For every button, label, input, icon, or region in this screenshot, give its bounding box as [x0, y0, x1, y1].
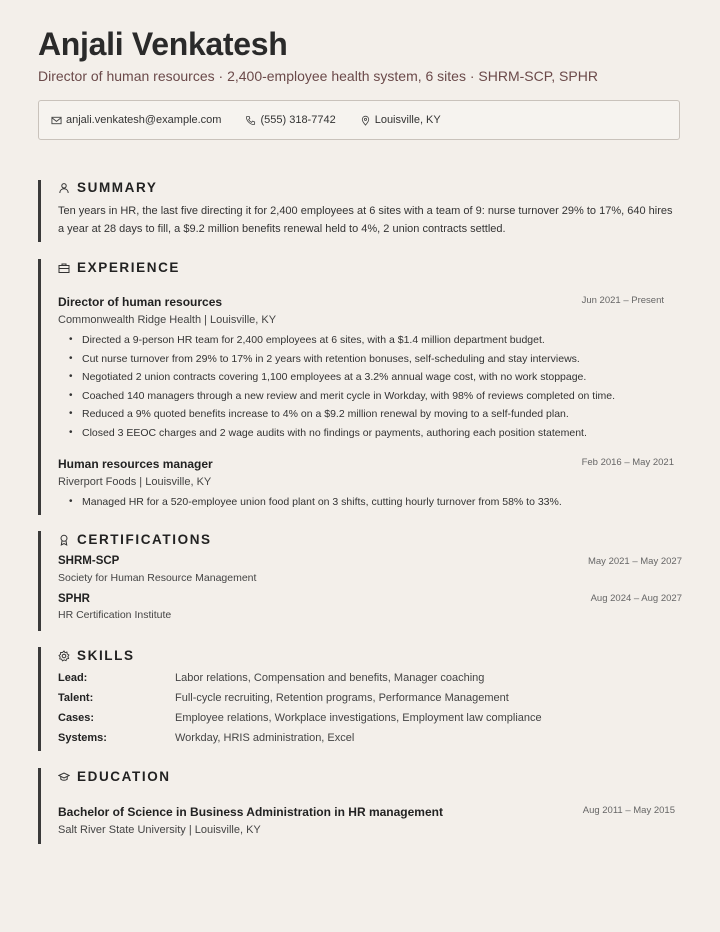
resume-tagline: Director of human resources · 2,400-employee health system, 6 sites · SHRM-SCP, SPHR	[38, 68, 598, 84]
skill-value: Workday, HRIS administration, Excel	[175, 732, 355, 744]
job-dates: Jun 2021 – Present	[581, 295, 664, 306]
skills-heading-text: SKILLS	[77, 648, 135, 663]
certifications-heading-text: CERTIFICATIONS	[77, 532, 212, 547]
summary-text: Ten years in HR, the last five directing it for 2,400 employees at 6 sites with a team of 9: nurse turnover 29% to 17%, 640 hires a year at 28 days to fill, a $9.2 million benefits renewal held to 4%, 2 union contracts settled.	[58, 205, 673, 235]
resume-name: Anjali Venkatesh	[38, 26, 288, 62]
degree-title: Bachelor of Science in Business Administration in HR management	[58, 805, 443, 819]
email-text: anjali.venkatesh@example.com	[66, 114, 222, 126]
experience-heading	[58, 260, 180, 275]
list-item: • Reduced a 9% quoted benefits increase to 4% on a $9.2 million renewal by moving to a self-funded plan.	[66, 405, 615, 424]
phone-text: (555) 318-7742	[260, 114, 336, 126]
person-icon	[58, 182, 70, 194]
skill-value: Employee relations, Workplace investigations, Employment law compliance	[175, 712, 542, 724]
certifications-heading	[58, 532, 212, 547]
education-heading	[58, 769, 171, 784]
contact-phone[interactable]	[245, 114, 335, 126]
contact-location	[360, 114, 441, 126]
job-bullets	[66, 331, 615, 443]
summary-section	[38, 180, 682, 242]
map-pin-icon	[360, 115, 371, 126]
award-icon	[58, 534, 70, 546]
skill-label: Systems:	[58, 732, 107, 744]
summary-heading	[58, 180, 157, 195]
skill-label: Talent:	[58, 692, 94, 704]
location-text: Louisville, KY	[374, 114, 441, 126]
school-name: Salt River State University | Louisville, KY	[58, 824, 261, 836]
job-title: Director of human resources	[58, 295, 223, 309]
list-item: • Negotiated 2 union contracts covering 1,100 employees at a 3.2% annual wage cost, with no work stoppage.	[66, 368, 615, 387]
list-item: • Closed 3 EEOC charges and 2 wage audits with no findings or payments, authoring each position statement.	[66, 424, 615, 443]
skills-section	[38, 647, 682, 751]
education-section	[38, 768, 682, 844]
list-item: • Cut nurse turnover from 29% to 17% in 2 years with retention bonuses, self-scheduling and stay interviews.	[66, 350, 615, 369]
gear-icon	[58, 650, 70, 662]
experience-heading-text: EXPERIENCE	[77, 260, 181, 275]
job-dates: Feb 2016 – May 2021	[581, 457, 674, 468]
list-item: • Directed a 9-person HR team for 2,400 employees at 6 sites, with a $1.4 million department budget.	[66, 331, 615, 350]
skill-value: Full-cycle recruiting, Retention programs, Performance Management	[175, 692, 509, 704]
cert-dates: Aug 2024 – Aug 2027	[590, 593, 682, 604]
job-org: Commonwealth Ridge Health | Louisville, KY	[58, 314, 277, 326]
cert-issuer: Society for Human Resource Management	[58, 572, 257, 584]
job-org: Riverport Foods | Louisville, KY	[58, 476, 212, 488]
skills-heading	[58, 648, 135, 663]
skill-value: Labor relations, Compensation and benefits, Manager coaching	[175, 672, 485, 684]
experience-section	[38, 259, 682, 515]
summary-heading-text: SUMMARY	[77, 180, 158, 195]
job-bullets	[66, 493, 562, 512]
cert-name: SPHR	[58, 593, 90, 605]
job-title: Human resources manager	[58, 457, 213, 471]
certifications-section	[38, 531, 682, 631]
briefcase-icon	[58, 262, 70, 274]
cert-name: SHRM-SCP	[58, 555, 120, 567]
cert-dates: May 2021 – May 2027	[587, 556, 682, 567]
contact-email[interactable]	[51, 114, 221, 126]
skill-label: Cases:	[58, 712, 95, 724]
education-dates: Aug 2011 – May 2015	[582, 805, 675, 816]
phone-icon	[245, 115, 256, 126]
contact-bar	[38, 100, 680, 140]
cert-issuer: HR Certification Institute	[58, 609, 172, 621]
envelope-icon	[51, 115, 62, 126]
list-item: • Managed HR for a 520-employee union food plant on 3 shifts, cutting hourly turnover from 58% to 33%.	[66, 493, 562, 512]
skill-label: Lead:	[58, 672, 88, 684]
education-heading-text: EDUCATION	[77, 769, 171, 784]
list-item: • Coached 140 managers through a new review and merit cycle in Workday, with 98% of reviews completed on time.	[66, 387, 615, 406]
graduation-cap-icon	[58, 771, 70, 783]
